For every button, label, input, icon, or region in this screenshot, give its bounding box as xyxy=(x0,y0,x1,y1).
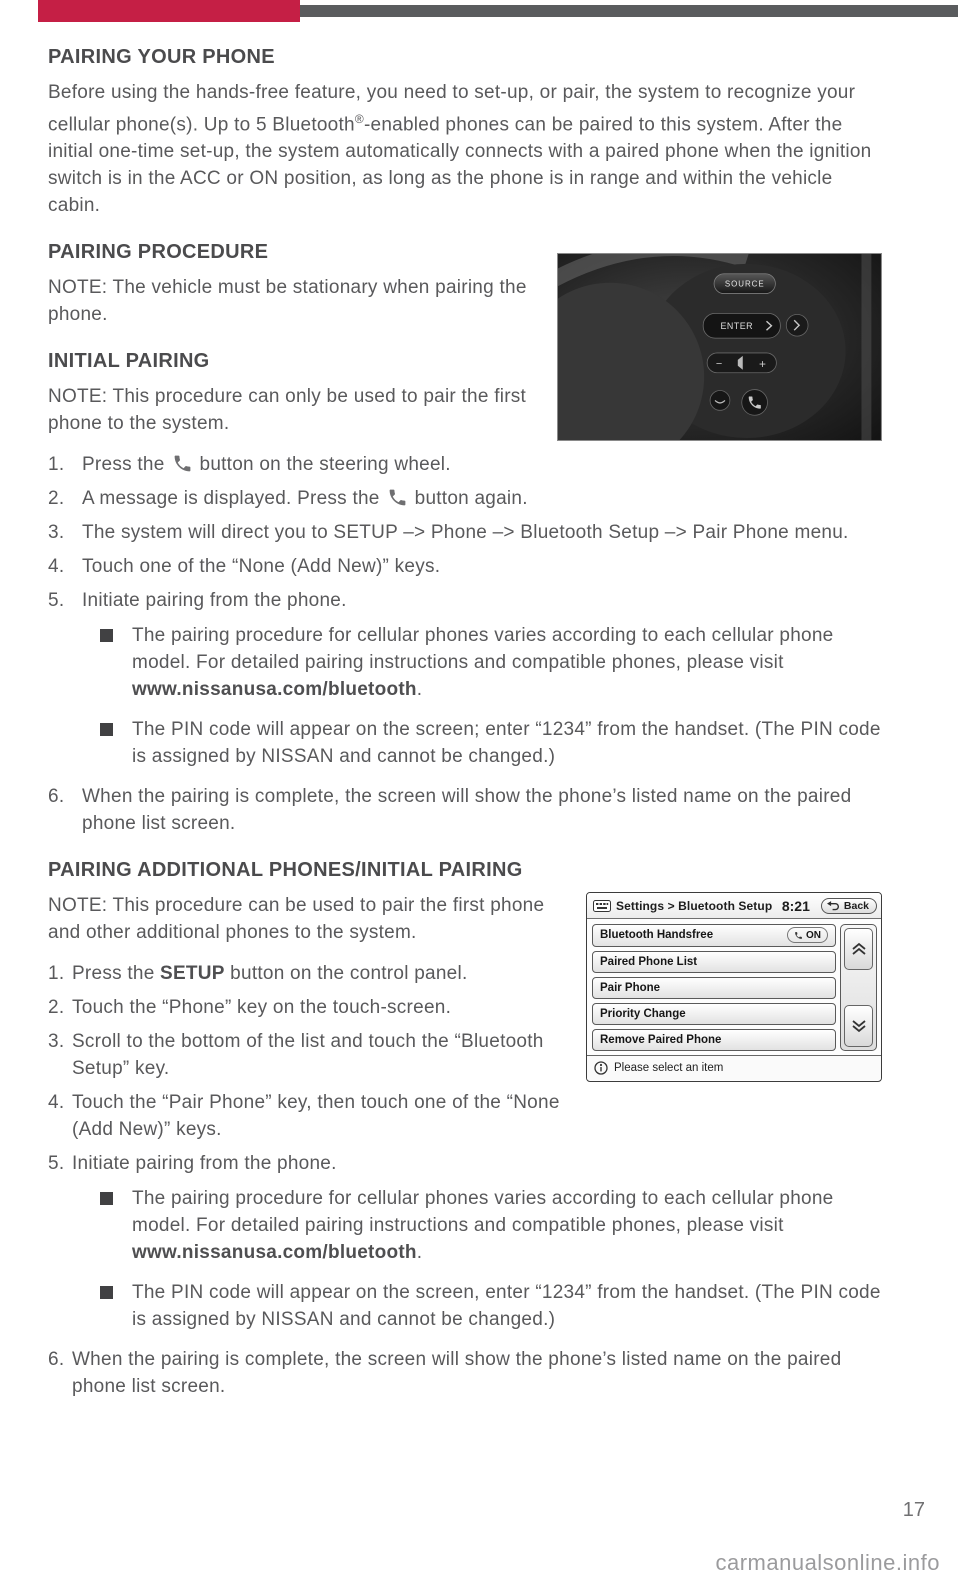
step-text: button again. xyxy=(414,488,528,510)
back-button-label: Back xyxy=(843,899,869,912)
screenshot-breadcrumb: Settings > Bluetooth Setup xyxy=(616,898,773,913)
key-bluetooth-handsfree xyxy=(592,924,836,946)
step-text: Touch the “Pair Phone” key, then touch one of the “None (Add New)” keys. xyxy=(72,1092,560,1141)
bullet-square-icon xyxy=(100,723,113,736)
pairing-procedure-heading: PAIRING PROCEDURE xyxy=(48,241,269,264)
section-initial-pairing xyxy=(48,241,882,837)
step-number: 1. xyxy=(48,454,65,476)
step-item-4 xyxy=(48,1089,882,1143)
step-item-2 xyxy=(48,485,882,512)
wheel-volume-minus-label: − xyxy=(715,358,723,371)
double-chevron-up-icon xyxy=(849,941,869,957)
key-label: Paired Phone List xyxy=(600,955,698,968)
step-item-1 xyxy=(48,960,882,987)
bullet-text: The PIN code will appear on the screen; enter “1234” from the handset. (The PIN code is assigned by NISSAN and cannot be changed.) xyxy=(132,719,881,768)
screenshot-title-bar xyxy=(587,893,881,919)
additional-pairing-heading: PAIRING ADDITIONAL PHONES/INITIAL PAIRING xyxy=(48,859,523,882)
step-item-5 xyxy=(48,587,882,614)
step-text: Touch the “Phone” key on the touch-screen. xyxy=(72,997,452,1019)
step-item-3 xyxy=(48,1028,882,1082)
intro-paragraph xyxy=(48,79,882,219)
on-indicator-label: ON xyxy=(806,929,821,941)
bullet-square-icon xyxy=(100,1192,113,1205)
step-number: 4. xyxy=(48,556,65,578)
step-text: Press the xyxy=(82,454,165,476)
step-text: When the pairing is complete, the screen will show the phone’s listed name on the paired phone list screen. xyxy=(72,1349,842,1398)
initial-pairing-note: NOTE: This procedure can only be used to pair the first phone to the system. xyxy=(48,386,527,435)
steering-wheel-illustration xyxy=(558,254,881,440)
step-text: A message is displayed. Press the xyxy=(82,488,380,510)
step-text: Touch one of the “None (Add New)” keys. xyxy=(82,556,441,578)
pairing-procedure-note: NOTE: The vehicle must be stationary when pairing the phone. xyxy=(48,277,527,326)
bullet-item xyxy=(48,716,882,770)
key-label: Bluetooth Handsfree xyxy=(600,929,714,942)
step-item-2 xyxy=(48,994,882,1021)
setup-button-label: SETUP xyxy=(160,963,225,985)
header-accent-block xyxy=(38,0,300,22)
step-number: 3. xyxy=(48,522,65,544)
registered-mark: ® xyxy=(354,112,364,126)
bullet-square-icon xyxy=(100,629,113,642)
bullet-item xyxy=(48,622,882,703)
additional-pairing-note: NOTE: This procedure can be used to pair the first phone and other additional phones to the system. xyxy=(48,895,545,944)
step-number: 6. xyxy=(48,786,65,808)
step-number: 6. xyxy=(48,1349,65,1371)
wheel-volume-plus-label: + xyxy=(759,357,767,372)
step-number: 5. xyxy=(48,1153,65,1175)
back-arrow-icon xyxy=(827,900,840,911)
bluetooth-url: www.nissanusa.com/bluetooth xyxy=(132,1242,417,1264)
step-text: Scroll to the bottom of the list and touch the “Bluetooth Setup” key. xyxy=(72,1031,544,1080)
on-indicator xyxy=(787,927,828,943)
wheel-source-button-label: SOURCE xyxy=(724,279,765,289)
screenshot-clock: 8:21 xyxy=(781,897,810,914)
step-text: button on the steering wheel. xyxy=(199,454,451,476)
step-text: Initiate pairing from the phone. xyxy=(72,1153,337,1175)
step-number: 2. xyxy=(48,488,65,510)
step-item-6 xyxy=(48,783,882,837)
status-text: Please select an item xyxy=(614,1062,724,1075)
phone-button-icon xyxy=(172,453,193,474)
step-text: When the pairing is complete, the screen will show the phone’s listed name on the paired phone list screen. xyxy=(82,786,852,835)
step-item-1 xyxy=(48,451,882,478)
watermark: carmanualsonline.info xyxy=(715,1550,940,1575)
bullet-text: . xyxy=(416,1242,423,1264)
back-button xyxy=(821,898,877,914)
step-number: 1. xyxy=(48,963,65,985)
step-number: 2. xyxy=(48,997,65,1019)
bullet-text: The PIN code will appear on the screen, enter “1234” from the handset. (The PIN code is assigned by NISSAN and cannot be changed.) xyxy=(132,1282,881,1331)
bullet-item xyxy=(48,1279,882,1333)
step-number: 3. xyxy=(48,1031,65,1053)
key-label: Priority Change xyxy=(600,1008,686,1021)
page-title: PAIRING YOUR PHONE xyxy=(48,46,275,68)
step-text: Press the xyxy=(72,963,161,985)
phone-button-icon xyxy=(387,487,408,508)
step-text: button on the control panel. xyxy=(224,963,468,985)
intro-text-pre: Before using the hands-free feature, you need to set-up, or pair, the system to recognize your cellular phone(s). Up to 5 Bluetooth xyxy=(48,82,856,136)
step-text: Initiate pairing from the phone. xyxy=(82,590,347,612)
section-additional-pairing xyxy=(48,859,882,1400)
step-item-3 xyxy=(48,519,882,546)
bullet-item xyxy=(48,1185,882,1266)
bullet-text: The pairing procedure for cellular phones varies according to each cellular phone model. For detailed pairing instructions and compatible phones, please visit xyxy=(132,1188,834,1237)
handsfree-phone-icon xyxy=(794,931,803,940)
initial-pairing-heading: INITIAL PAIRING xyxy=(48,350,210,373)
wheel-enter-button-label: ENTER xyxy=(720,321,754,332)
step-item-5 xyxy=(48,1150,882,1177)
bullet-text: . xyxy=(416,679,423,701)
page-number: 17 xyxy=(902,1499,925,1521)
step-number: 4. xyxy=(48,1092,65,1114)
header-bar xyxy=(0,0,960,24)
intro-text-post: -enabled phones can be paired to this system. After the initial one-time set-up, the system automatically connects with a paired phone when the ignition switch is in the ACC or ON position, as long as the phone is in range and within the vehicle cabin. xyxy=(48,114,872,217)
key-label: Pair Phone xyxy=(600,981,661,994)
bluetooth-url: www.nissanusa.com/bluetooth xyxy=(132,679,417,701)
settings-keypad-icon xyxy=(593,900,611,912)
steering-wheel-photo xyxy=(557,253,882,441)
key-label: Remove Paired Phone xyxy=(600,1034,722,1047)
step-item-4 xyxy=(48,553,882,580)
step-text: The system will direct you to SETUP –> Phone –> Bluetooth Setup –> Pair Phone menu. xyxy=(82,522,849,544)
step-item-6 xyxy=(48,1346,882,1400)
bullet-square-icon xyxy=(100,1286,113,1299)
step-number: 5. xyxy=(48,590,65,612)
bullet-text: The pairing procedure for cellular phones varies according to each cellular phone model. For detailed pairing instructions and compatible phones, please visit xyxy=(132,625,834,674)
initial-pairing-steps xyxy=(48,451,882,837)
